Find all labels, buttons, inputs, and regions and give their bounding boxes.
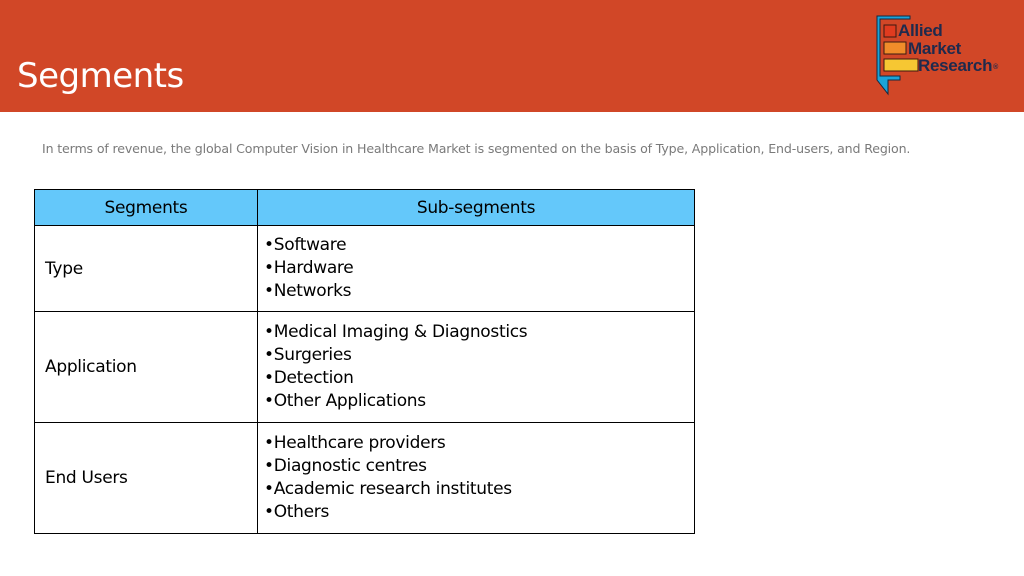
list-item: •Software [264,235,347,255]
table-row [35,423,695,534]
table-row [35,226,695,312]
sub-segments-cell [258,423,695,534]
list-item: •Academic research institutes [264,479,512,499]
registered-mark: ® [993,64,999,71]
segments-table [34,189,695,534]
allied-market-research-logo [874,14,1016,98]
sub-segments-cell [258,312,695,423]
list-item: •Networks [264,281,352,301]
segment-cell: Type [35,226,258,312]
intro-text: In terms of revenue, the global Computer Vision in Healthcare Market is segmented on the basis of Type, Application, End-users, and Region. [42,141,911,156]
segment-cell: End Users [35,423,258,534]
list-item: •Detection [264,368,354,388]
logo-word-research: Research® [918,56,999,75]
segment-cell: Application [35,312,258,423]
list-item: •Hardware [264,258,354,278]
table-header-row [35,190,695,226]
sub-segments-cell [258,226,695,312]
logo-word-allied: Allied [898,21,943,40]
list-item: •Surgeries [264,345,352,365]
list-item: •Diagnostic centres [264,456,427,476]
list-item: •Others [264,502,330,522]
column-header-sub-segments: Sub-segments [258,190,695,226]
header-band [0,0,1024,112]
list-item: •Medical Imaging & Diagnostics [264,322,528,342]
list-item: •Healthcare providers [264,433,446,453]
table-row [35,312,695,423]
column-header-segments: Segments [35,190,258,226]
list-item: •Other Applications [264,391,426,411]
sub-segment-list [264,432,694,524]
logo-word-market: Market [908,39,962,58]
sub-segment-list [264,321,694,413]
sub-segment-list [264,234,694,303]
slide-title: Segments [17,56,184,96]
